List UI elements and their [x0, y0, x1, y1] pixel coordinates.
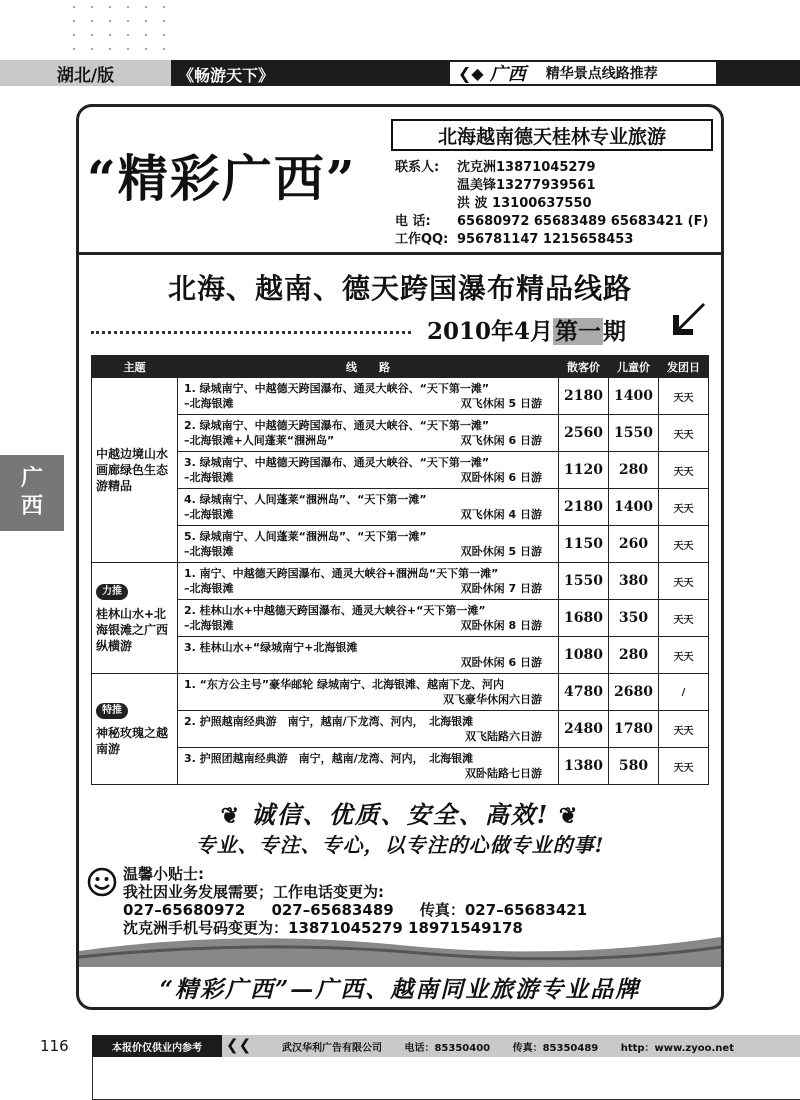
table-row [92, 600, 709, 637]
diamond-icon: ❮◆ [458, 63, 484, 83]
dotted-divider [91, 331, 411, 334]
adult-price: 1150 [559, 526, 609, 563]
side-tab-char: 西 [20, 494, 43, 519]
adult-price: 1120 [559, 452, 609, 489]
route-line: 3. 桂林山水+“绿城南宁+北海银滩 [184, 641, 358, 654]
route-sub-line [184, 692, 552, 707]
child-price: 1400 [609, 489, 659, 526]
corner-dot-pattern [65, 0, 175, 55]
tips-mobile: 沈克洲手机号码变更为：13871045279 18971549178 [123, 919, 523, 937]
route-sub-line [184, 766, 552, 781]
col-header-route: 线 路 [178, 356, 559, 378]
smiley-face-icon [87, 867, 117, 897]
route-destination: –北海银滩 [184, 582, 234, 595]
table-body [92, 378, 709, 785]
departure-day: 天天 [659, 563, 709, 600]
page-number: 116 [40, 1037, 69, 1055]
route-sub-line [184, 470, 552, 485]
theme-text: 神秘玫瑰之越南游 [96, 726, 169, 756]
route-sub-line [184, 655, 552, 670]
col-header-departure: 发团日 [659, 356, 709, 378]
footer-brand-slogan: “精彩广西”—广西、越南同业旅游专业品牌 [159, 976, 641, 1003]
tips-fax: 传真：027–65683421 [419, 901, 588, 919]
footer-rule-vertical [92, 1057, 93, 1100]
route-cell [178, 637, 559, 674]
theme-tag: 力推 [96, 584, 128, 600]
route-cell [178, 563, 559, 600]
page-footer-bar [92, 1035, 800, 1057]
price-reference-note: 本报价仅供业内参考 [92, 1035, 222, 1057]
route-destination: –北海银滩 [184, 397, 234, 410]
publisher-name: 武汉华利广告有限公司 [282, 1043, 382, 1054]
adult-price: 4780 [559, 674, 609, 711]
tips-phone: 027–65683489 [271, 901, 394, 919]
agency-tagline: 北海越南德天桂林专业旅游 [391, 119, 713, 151]
route-sub-line [184, 433, 552, 448]
table-row [92, 415, 709, 452]
route-mode: 双飞豪华休闲六日游 [443, 693, 542, 706]
contact-value: 65680972 65683489 65683421 (F) [457, 214, 709, 229]
table-row [92, 563, 709, 600]
table-row [92, 711, 709, 748]
table-row [92, 378, 709, 415]
departure-day: / [659, 674, 709, 711]
contact-label [395, 195, 457, 213]
departure-day: 天天 [659, 711, 709, 748]
contact-value: 沈克洲13871045279 [457, 160, 596, 175]
child-price: 350 [609, 600, 659, 637]
theme-cell [92, 674, 178, 785]
route-cell [178, 748, 559, 785]
side-region-tab [0, 455, 64, 531]
slogan-values-text: 诚信、优质、安全、高效! [250, 800, 550, 829]
contact-row [395, 159, 708, 177]
table-row [92, 674, 709, 711]
route-sub-line [184, 581, 552, 596]
route-sub-line [184, 729, 552, 744]
contact-label [395, 177, 457, 195]
page-header-bar [0, 60, 800, 86]
table-row [92, 637, 709, 674]
swirl-ornament-icon: ❦ [220, 803, 251, 829]
route-destination: –北海银滩 [184, 508, 234, 521]
swirl-ornament-icon: ❦ [549, 803, 580, 829]
publisher-fax: 传真：85350489 [512, 1043, 599, 1054]
departure-day: 天天 [659, 526, 709, 563]
route-cell [178, 711, 559, 748]
issue-label: 2010年4月第一期 [427, 318, 627, 345]
route-sub-line [184, 618, 552, 633]
child-price: 2680 [609, 674, 659, 711]
col-header-theme: 主题 [92, 356, 178, 378]
route-mode: 双卧休闲 5 日游 [460, 545, 542, 558]
adult-price: 2180 [559, 378, 609, 415]
child-price: 280 [609, 452, 659, 489]
region-name: 广西 [489, 64, 526, 85]
theme-text: 桂林山水+北海银滩之广西纵横游 [96, 607, 169, 653]
contact-value: 洪 波 13100637550 [457, 196, 592, 211]
col-header-adult-price: 散客价 [559, 356, 609, 378]
brand-title: “精彩广西” [87, 149, 357, 208]
route-headline: 北海、越南、德天跨国瀑布精品线路 [167, 272, 632, 305]
region-description: 精华景点线路推荐 [545, 66, 658, 82]
child-price: 580 [609, 748, 659, 785]
route-line: 4. 绿城南宁、人间蓬莱“涠洲岛”、“天下第一滩” [184, 493, 427, 506]
route-line: 5. 绿城南宁、人间蓬莱“涠洲岛”、“天下第一滩” [184, 530, 427, 543]
route-mode: 双卧陆路七日游 [465, 767, 542, 780]
theme-text: 中越边境山水画廊绿色生态游精品 [96, 447, 169, 493]
route-mode: 双飞休闲 5 日游 [460, 397, 542, 410]
route-mode: 双飞休闲 6 日游 [460, 434, 542, 447]
contact-row [395, 213, 708, 231]
route-line: 3. 护照团越南经典游 南宁，越南/龙湾、河内， 北海银滩 [184, 752, 474, 765]
child-price: 260 [609, 526, 659, 563]
side-tab-char: 广 [20, 466, 43, 491]
tips-title: 温馨小贴士: [123, 865, 204, 883]
route-cell [178, 526, 559, 563]
departure-day: 天天 [659, 600, 709, 637]
route-cell [178, 378, 559, 415]
route-destination: –北海银滩 [184, 619, 234, 632]
route-line: 1. 南宁、中越德天跨国瀑布、通灵大峡谷+涠洲岛“天下第一滩” [184, 567, 499, 580]
adult-price: 1550 [559, 563, 609, 600]
contact-value: 956781147 1215658453 [457, 232, 634, 247]
region-badge [448, 60, 718, 86]
advertisement-frame [76, 104, 724, 1010]
route-mode: 双卧休闲 6 日游 [460, 471, 542, 484]
contact-row [395, 177, 708, 195]
contact-value: 温美锋13277939561 [457, 178, 596, 193]
contact-list [395, 159, 708, 249]
section-title: 《畅游天下》 [178, 66, 275, 85]
route-cell [178, 415, 559, 452]
child-price: 380 [609, 563, 659, 600]
route-line: 2. 绿城南宁、中越德天跨国瀑布、通灵大峡谷、“天下第一滩” [184, 419, 490, 432]
tips-phone: 027–65680972 [123, 901, 246, 919]
table-row [92, 526, 709, 563]
edition-label: 湖北/版 [0, 60, 174, 86]
adult-price: 1680 [559, 600, 609, 637]
route-mode: 双卧休闲 8 日游 [460, 619, 542, 632]
route-mode: 双卧休闲 7 日游 [460, 582, 542, 595]
publisher-info [282, 1039, 734, 1054]
departure-day: 天天 [659, 415, 709, 452]
route-cell [178, 674, 559, 711]
departure-day: 天天 [659, 378, 709, 415]
publisher-phone: 电话：85350400 [404, 1043, 491, 1054]
route-destination: –北海银滩 [184, 471, 234, 484]
departure-day: 天天 [659, 637, 709, 674]
contact-row [395, 195, 708, 213]
route-line: 2. 桂林山水+中越德天跨国瀑布、通灵大峡谷+“天下第一滩” [184, 604, 486, 617]
route-destination: –北海银滩+人间蓬莱“涠洲岛” [184, 434, 335, 447]
adult-price: 1380 [559, 748, 609, 785]
table-header-row [92, 356, 709, 378]
table-row [92, 489, 709, 526]
route-cell [178, 600, 559, 637]
slogan-professional: 专业、专注、专心，以专注的心做专业的事! [195, 833, 605, 857]
adult-price: 2560 [559, 415, 609, 452]
chevron-left-icon: ❮❮ [226, 1036, 252, 1054]
brand-block [79, 107, 721, 255]
route-cell [178, 452, 559, 489]
adult-price: 2480 [559, 711, 609, 748]
wave-decoration [79, 927, 721, 967]
table-row [92, 748, 709, 785]
contact-label: 电 话: [395, 214, 431, 229]
theme-cell [92, 563, 178, 674]
issue-highlight: 第一 [555, 318, 602, 345]
arrow-down-left-icon [669, 299, 709, 339]
route-mode: 双飞陆路六日游 [465, 730, 542, 743]
contact-row [395, 231, 708, 249]
route-line: 1. 绿城南宁、中越德天跨国瀑布、通灵大峡谷、“天下第一滩” [184, 382, 490, 395]
contact-label: 联系人: [395, 160, 440, 175]
theme-tag: 特推 [96, 703, 128, 719]
departure-day: 天天 [659, 452, 709, 489]
route-line: 3. 绿城南宁、中越德天跨国瀑布、通灵大峡谷、“天下第一滩” [184, 456, 490, 469]
route-price-table [91, 355, 709, 785]
tips-phones [123, 901, 587, 919]
tips-notice: 我社因业务发展需要；工作电话变更为: [123, 883, 385, 901]
child-price: 1780 [609, 711, 659, 748]
route-line: 1. “东方公主号”豪华邮轮 绿城南宁、北海银滩、越南下龙、河内 [184, 678, 504, 691]
route-cell [178, 489, 559, 526]
slogan-values [79, 795, 721, 830]
theme-cell [92, 378, 178, 563]
route-sub-line [184, 544, 552, 559]
route-mode: 双卧休闲 6 日游 [460, 656, 542, 669]
adult-price: 2180 [559, 489, 609, 526]
route-sub-line [184, 396, 552, 411]
child-price: 1400 [609, 378, 659, 415]
route-sub-line [184, 507, 552, 522]
route-line: 2. 护照越南经典游 南宁，越南/下龙湾、河内， 北海银滩 [184, 715, 474, 728]
publisher-website: http：www.zyoo.net [620, 1043, 734, 1054]
departure-day: 天天 [659, 489, 709, 526]
route-mode: 双飞休闲 4 日游 [460, 508, 542, 521]
departure-day: 天天 [659, 748, 709, 785]
contact-label: 工作QQ: [395, 232, 449, 247]
route-destination: –北海银滩 [184, 545, 234, 558]
child-price: 280 [609, 637, 659, 674]
table-row [92, 452, 709, 489]
adult-price: 1080 [559, 637, 609, 674]
child-price: 1550 [609, 415, 659, 452]
col-header-child-price: 儿童价 [609, 356, 659, 378]
